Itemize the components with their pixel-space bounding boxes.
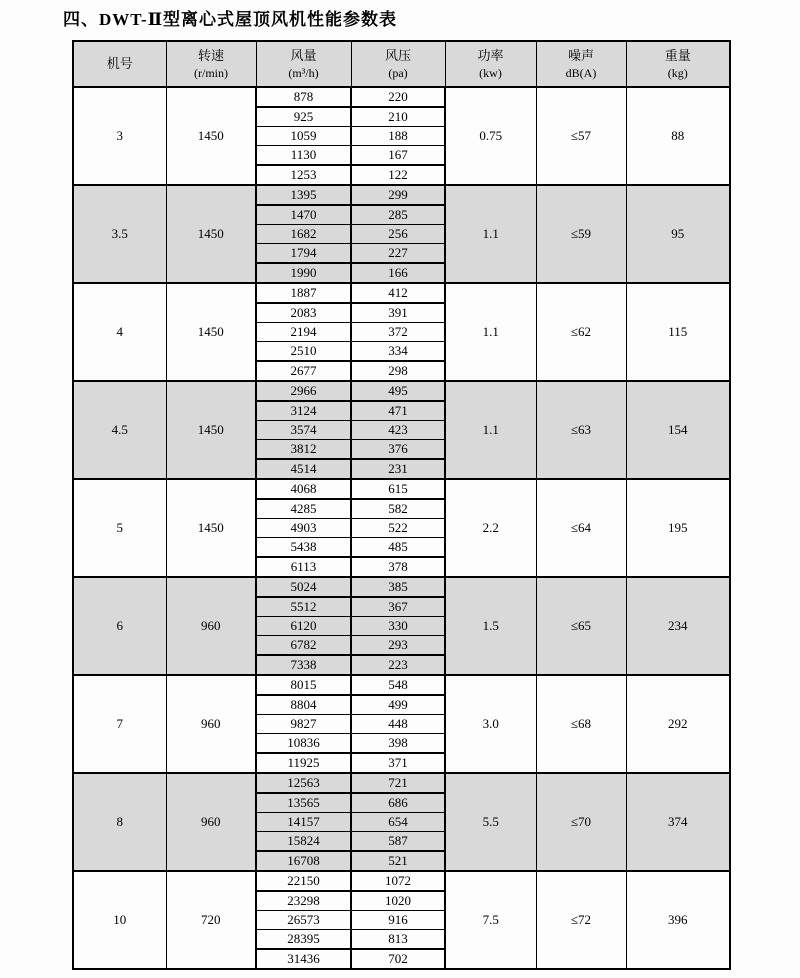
table-row	[73, 283, 730, 303]
pressure-cell: 398	[351, 734, 445, 754]
model-cell: 3.5	[73, 185, 166, 283]
pressure-cell: 587	[351, 832, 445, 852]
power-cell: 0.75	[445, 87, 536, 185]
flow-cell: 3812	[256, 440, 351, 460]
flow-cell: 5438	[256, 538, 351, 558]
model-cell: 8	[73, 773, 166, 871]
model-cell: 7	[73, 675, 166, 773]
header-unit: (pa)	[388, 65, 408, 80]
power-cell: 1.1	[445, 381, 536, 479]
noise-cell: ≤57	[536, 87, 626, 185]
pressure-cell: 378	[351, 557, 445, 577]
header-unit: (r/min)	[194, 65, 228, 80]
pressure-cell: 223	[351, 655, 445, 675]
flow-cell: 8015	[256, 675, 351, 695]
weight-cell: 115	[626, 283, 730, 381]
table-row	[73, 479, 730, 499]
pressure-cell: 499	[351, 695, 445, 715]
pressure-cell: 654	[351, 813, 445, 832]
flow-cell: 6113	[256, 557, 351, 577]
pressure-cell: 391	[351, 303, 445, 323]
header-row	[73, 41, 730, 87]
pressure-cell: 916	[351, 911, 445, 930]
col-header-noise	[536, 41, 626, 87]
flow-cell: 16708	[256, 851, 351, 871]
flow-cell: 13565	[256, 793, 351, 813]
flow-cell: 31436	[256, 949, 351, 969]
noise-cell: ≤62	[536, 283, 626, 381]
noise-cell: ≤64	[536, 479, 626, 577]
flow-cell: 6120	[256, 617, 351, 636]
pressure-cell: 299	[351, 185, 445, 205]
flow-cell: 28395	[256, 930, 351, 950]
pressure-cell: 702	[351, 949, 445, 969]
flow-cell: 8804	[256, 695, 351, 715]
flow-cell: 1794	[256, 244, 351, 264]
table-row	[73, 675, 730, 695]
weight-cell: 195	[626, 479, 730, 577]
header-label: 风压	[384, 47, 411, 63]
flow-cell: 5024	[256, 577, 351, 597]
speed-cell: 1450	[166, 479, 256, 577]
speed-cell: 1450	[166, 87, 256, 185]
model-cell: 4	[73, 283, 166, 381]
table-row	[73, 381, 730, 401]
flow-cell: 26573	[256, 911, 351, 930]
weight-cell: 234	[626, 577, 730, 675]
pressure-cell: 813	[351, 930, 445, 950]
power-cell: 7.5	[445, 871, 536, 969]
header-unit: (kw)	[479, 65, 502, 80]
col-header-speed	[166, 41, 256, 87]
pressure-cell: 256	[351, 225, 445, 244]
flow-cell: 5512	[256, 597, 351, 617]
speed-cell: 1450	[166, 185, 256, 283]
col-header-model	[73, 41, 166, 87]
fan-performance-table	[72, 40, 731, 970]
pressure-cell: 423	[351, 421, 445, 440]
pressure-cell: 495	[351, 381, 445, 401]
pressure-cell: 385	[351, 577, 445, 597]
header-unit: (m³/h)	[288, 65, 319, 80]
flow-cell: 1059	[256, 127, 351, 146]
flow-cell: 4285	[256, 499, 351, 519]
header-unit: dB(A)	[565, 65, 597, 80]
pressure-cell: 220	[351, 87, 445, 107]
pressure-cell: 371	[351, 753, 445, 773]
header-label: 重量	[664, 47, 691, 63]
flow-cell: 2677	[256, 361, 351, 381]
noise-cell: ≤63	[536, 381, 626, 479]
power-cell: 1.1	[445, 283, 536, 381]
flow-cell: 12563	[256, 773, 351, 793]
flow-cell: 878	[256, 87, 351, 107]
table-header	[73, 41, 730, 87]
header-label: 机号	[106, 55, 133, 71]
flow-cell: 1990	[256, 263, 351, 283]
flow-cell: 7338	[256, 655, 351, 675]
col-header-flow	[256, 41, 351, 87]
power-cell: 3.0	[445, 675, 536, 773]
pressure-cell: 521	[351, 851, 445, 871]
pressure-cell: 210	[351, 107, 445, 127]
weight-cell: 95	[626, 185, 730, 283]
speed-cell: 1450	[166, 283, 256, 381]
model-cell: 5	[73, 479, 166, 577]
pressure-cell: 285	[351, 205, 445, 225]
noise-cell: ≤70	[536, 773, 626, 871]
pressure-cell: 686	[351, 793, 445, 813]
pressure-cell: 122	[351, 165, 445, 185]
flow-cell: 3124	[256, 401, 351, 421]
noise-cell: ≤59	[536, 185, 626, 283]
noise-cell: ≤72	[536, 871, 626, 969]
pressure-cell: 471	[351, 401, 445, 421]
pressure-cell: 188	[351, 127, 445, 146]
flow-cell: 1470	[256, 205, 351, 225]
flow-cell: 1887	[256, 283, 351, 303]
pressure-cell: 166	[351, 263, 445, 283]
power-cell: 1.5	[445, 577, 536, 675]
pressure-cell: 582	[351, 499, 445, 519]
table-body	[73, 87, 730, 969]
header-label: 转速	[197, 47, 224, 63]
weight-cell: 154	[626, 381, 730, 479]
pressure-cell: 412	[351, 283, 445, 303]
header-label: 噪声	[567, 47, 594, 63]
pressure-cell: 231	[351, 459, 445, 479]
power-cell: 1.1	[445, 185, 536, 283]
flow-cell: 23298	[256, 891, 351, 911]
pressure-cell: 522	[351, 519, 445, 538]
flow-cell: 9827	[256, 715, 351, 734]
pressure-cell: 334	[351, 342, 445, 362]
pressure-cell: 298	[351, 361, 445, 381]
table-row	[73, 773, 730, 793]
power-cell: 2.2	[445, 479, 536, 577]
model-cell: 3	[73, 87, 166, 185]
flow-cell: 14157	[256, 813, 351, 832]
pressure-cell: 330	[351, 617, 445, 636]
header-unit: (kg)	[667, 65, 688, 80]
flow-cell: 2510	[256, 342, 351, 362]
weight-cell: 88	[626, 87, 730, 185]
col-header-weight	[626, 41, 730, 87]
flow-cell: 1682	[256, 225, 351, 244]
flow-cell: 22150	[256, 871, 351, 891]
pressure-cell: 721	[351, 773, 445, 793]
flow-cell: 6782	[256, 636, 351, 656]
flow-cell: 2083	[256, 303, 351, 323]
model-cell: 10	[73, 871, 166, 969]
model-cell: 4.5	[73, 381, 166, 479]
table-row	[73, 871, 730, 891]
flow-cell: 2194	[256, 323, 351, 342]
flow-cell: 4068	[256, 479, 351, 499]
speed-cell: 960	[166, 577, 256, 675]
pressure-cell: 615	[351, 479, 445, 499]
pressure-cell: 167	[351, 146, 445, 166]
flow-cell: 4903	[256, 519, 351, 538]
model-cell: 6	[73, 577, 166, 675]
flow-cell: 1395	[256, 185, 351, 205]
pressure-cell: 485	[351, 538, 445, 558]
noise-cell: ≤68	[536, 675, 626, 773]
pressure-cell: 227	[351, 244, 445, 264]
pressure-cell: 548	[351, 675, 445, 695]
weight-cell: 396	[626, 871, 730, 969]
col-header-power	[445, 41, 536, 87]
weight-cell: 292	[626, 675, 730, 773]
flow-cell: 4514	[256, 459, 351, 479]
page-title: 四、DWT-Ⅱ型离心式屋顶风机性能参数表	[63, 10, 398, 29]
pressure-cell: 372	[351, 323, 445, 342]
flow-cell: 11925	[256, 753, 351, 773]
table-row	[73, 185, 730, 205]
pressure-cell: 293	[351, 636, 445, 656]
table-row	[73, 577, 730, 597]
flow-cell: 925	[256, 107, 351, 127]
power-cell: 5.5	[445, 773, 536, 871]
pressure-cell: 1072	[351, 871, 445, 891]
pressure-cell: 448	[351, 715, 445, 734]
pressure-cell: 367	[351, 597, 445, 617]
col-header-pressure	[351, 41, 445, 87]
pressure-cell: 376	[351, 440, 445, 460]
header-label: 功率	[477, 47, 504, 63]
flow-cell: 1253	[256, 165, 351, 185]
flow-cell: 1130	[256, 146, 351, 166]
weight-cell: 374	[626, 773, 730, 871]
flow-cell: 3574	[256, 421, 351, 440]
speed-cell: 960	[166, 773, 256, 871]
header-label: 风量	[290, 47, 317, 63]
flow-cell: 10836	[256, 734, 351, 754]
speed-cell: 1450	[166, 381, 256, 479]
flow-cell: 2966	[256, 381, 351, 401]
pressure-cell: 1020	[351, 891, 445, 911]
flow-cell: 15824	[256, 832, 351, 852]
table-row	[73, 87, 730, 107]
noise-cell: ≤65	[536, 577, 626, 675]
speed-cell: 720	[166, 871, 256, 969]
speed-cell: 960	[166, 675, 256, 773]
